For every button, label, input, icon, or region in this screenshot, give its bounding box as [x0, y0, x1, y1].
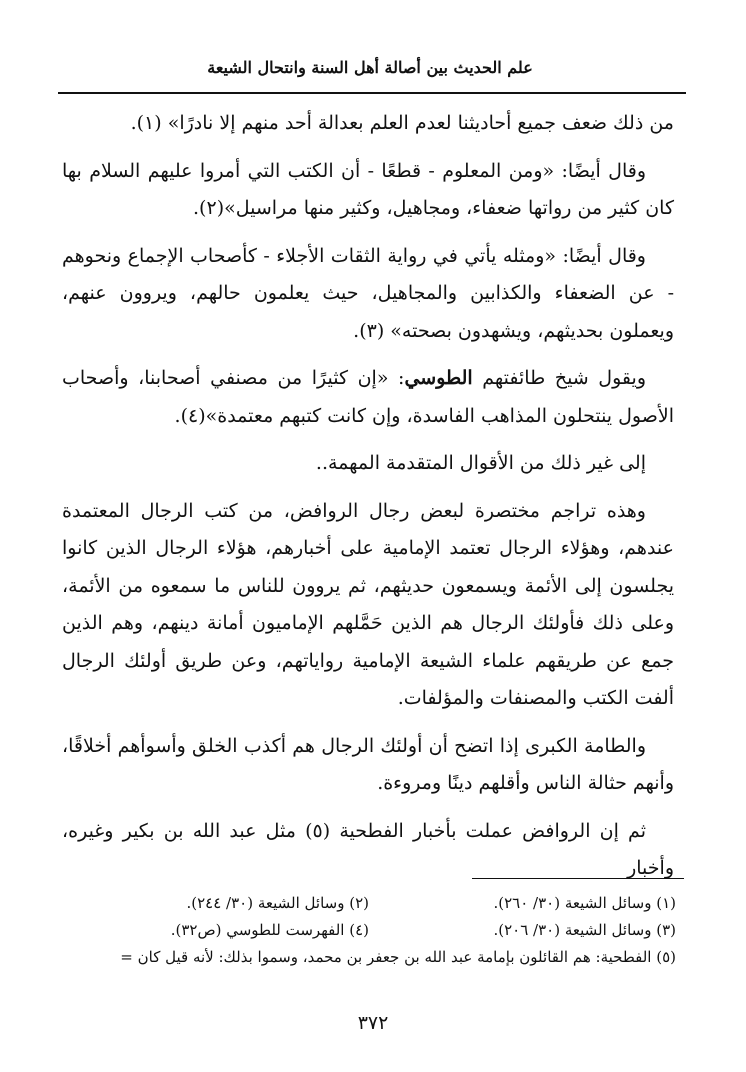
footnote-3: (٣) وسائل الشيعة (٣٠/ ٢٠٦).	[493, 921, 676, 939]
page-number: ٣٧٢	[357, 1012, 389, 1034]
paragraph: وقال أيضًا: «ومثله يأتي في رواية الثقات الأجلاء - كأصحاب الإجماع ونحوهم - عن الضعفاء والكذابين والمجاهيل، حيث يعلمون حالهم، ويروون عنهم، ويعملون بحديثهم، ويشهدون بصحته» (٣).	[62, 244, 674, 342]
footnote-1: (١) وسائل الشيعة (٣٠/ ٢٦٠).	[493, 894, 676, 912]
bold-name: الطوسي	[404, 367, 473, 389]
footnote-row	[62, 890, 676, 917]
paragraph: وهذه تراجم مختصرة لبعض رجال الروافض، من كتب الرجال المعتمدة عندهم، وهؤلاء الرجال تعتمد الإمامية على أخبارهم، هؤلاء الرجال الذين كانوا يجلسون إلى الأئمة ويسمعون حديثهم، ثم يروون للناس ما سمعوه من الأئمة، وعلى ذلك فأولئك الرجال هم الذين حَمَّلهم الإماميون أمانة دينهم، وهم الذين جمع عن طريقهم علماء الشيعة الإمامية رواياتهم، وعن طريق أولئك الرجال ألفت الكتب والمصنفات والمؤلفات.	[62, 499, 674, 709]
paragraph: إلى غير ذلك من الأقوال المتقدمة المهمة..	[315, 452, 646, 474]
paragraph: والطامة الكبرى إذا اتضح أن أولئك الرجال هم أكذب الخلق وأسوأهم أخلاقًا، وأنهم حثالة الناس وأقلهم دينًا ومروءة.	[62, 734, 674, 794]
footnotes	[62, 890, 676, 971]
paragraph: من ذلك ضعف جميع أحاديثنا لعدم العلم بعدالة أحد منهم إلا نادرًا» (١).	[130, 112, 674, 134]
footnote-2: (٢) وسائل الشيعة (٣٠/ ٢٤٤).	[186, 894, 369, 912]
main-text	[62, 105, 674, 898]
paragraph: وقال أيضًا: «ومن المعلوم - قطعًا - أن الكتب التي أمروا عليهم السلام بها كان كثير من رواتها ضعفاء، ومجاهيل، وكثير منها مراسيل»(٢).	[62, 159, 674, 219]
running-header: علم الحديث بين أصالة أهل السنة وانتحال الشيعة	[207, 58, 533, 77]
paragraph: ثم إن الروافض عملت بأخبار الفطحية (٥) مثل عبد الله بن بكير وغيره، وأخبار	[62, 819, 674, 879]
footnote-4: (٤) الفهرست للطوسي (ص٣٢).	[170, 921, 369, 939]
paragraph	[62, 360, 674, 435]
paragraph-text: : «إن كثيرًا من مصنفي أصحابنا، وأصحاب الأصول ينتحلون المذاهب الفاسدة، وإن كانت كتبهم معتمدة»(٤).	[62, 367, 674, 427]
footnote-divider	[472, 878, 684, 879]
paragraph-text: ويقول شيخ طائفتهم	[472, 367, 646, 389]
footnote-row	[62, 917, 676, 944]
header-divider	[58, 92, 686, 94]
footnote-5: (٥) الفطحية: هم القائلون بإمامة عبد الله بن جعفر بن محمد، وسموا بذلك: لأنه قيل كان =	[120, 948, 676, 966]
